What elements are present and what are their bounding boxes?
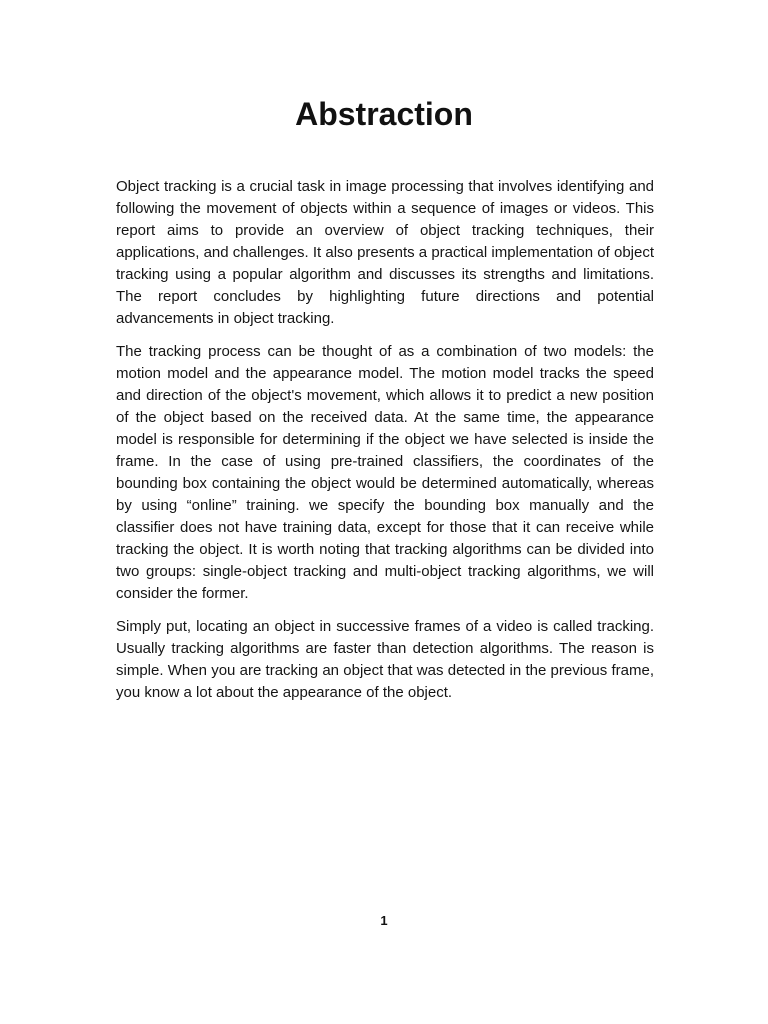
- paragraph-tracking-process: The tracking process can be thought of as a combination of two models: the motion model and the appearance model. The motion model tracks the speed and direction of the object's movement, which allows it to predict a new position of the object based on the received data. At the same time, the appearance model is responsible for determining if the object we have selected is inside the frame. In the case of using pre-trained classifiers, the coordinates of the bounding box containing the object would be determined automatically, whereas by using “online” training. we specify the bounding box manually and the classifier does not have training data, except for those that it can receive while tracking the object. It is worth noting that tracking algorithms can be divided into two groups: single-object tracking and multi-object tracking algorithms, we will consider the former.: [116, 343, 654, 602]
- page-number: 1: [380, 913, 388, 928]
- page-title: Abstraction: [295, 96, 473, 132]
- abstract-body: [116, 176, 654, 715]
- paragraph-summary: Simply put, locating an object in successive frames of a video is called tracking. Usually tracking algorithms are faster than detection algorithms. The reason is simple. When you are tracking an object that was detected in the previous frame, you know a lot about the appearance of the object.: [116, 618, 654, 701]
- paragraph-intro: Object tracking is a crucial task in image processing that involves identifying and following the movement of objects within a sequence of images or videos. This report aims to provide an overview of object tracking techniques, their applications, and challenges. It also presents a practical implementation of object tracking using a popular algorithm and discusses its strengths and limitations. The report concludes by highlighting future directions and potential advancements in object tracking.: [116, 178, 654, 327]
